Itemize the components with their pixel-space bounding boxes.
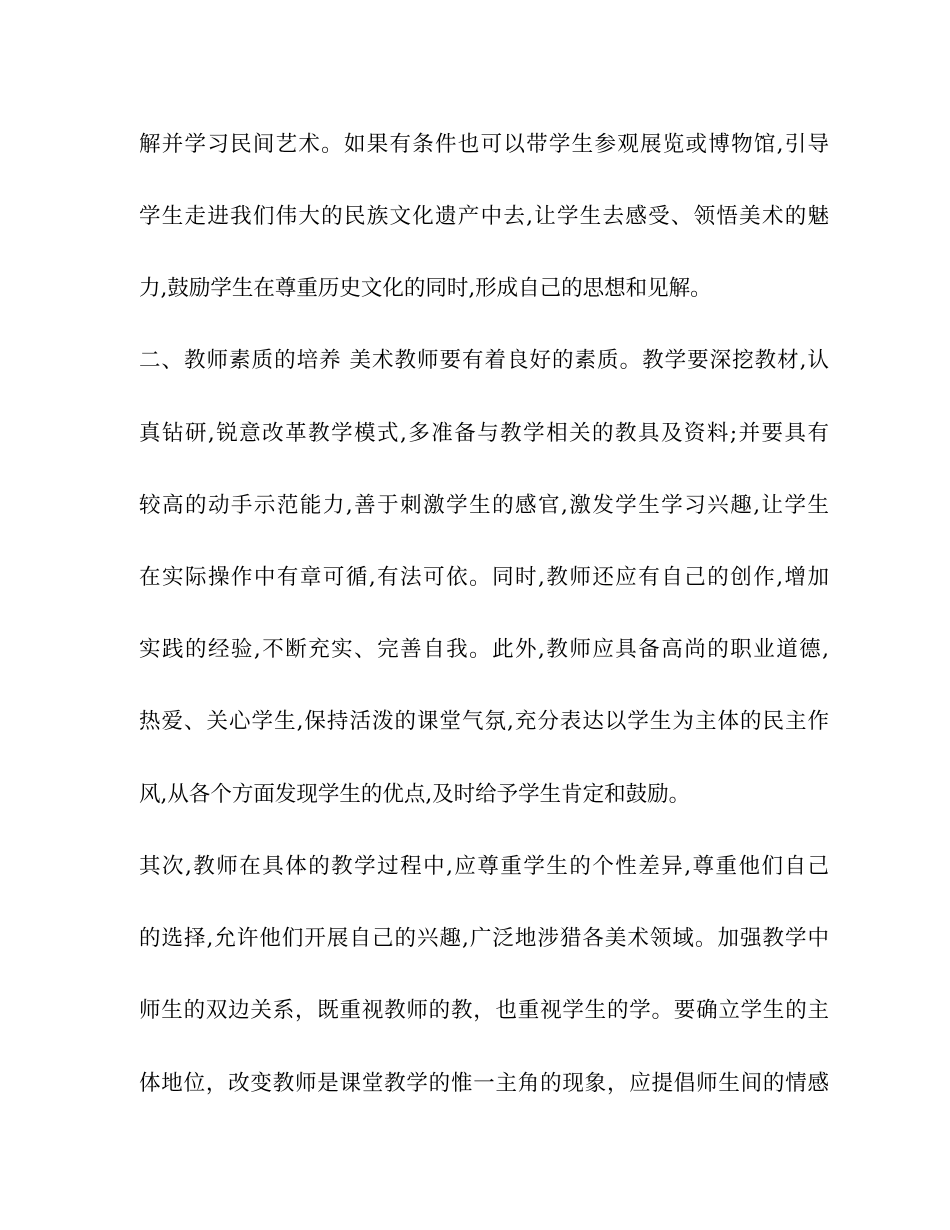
- text-line-11: 其次,教师在具体的教学过程中,应尊重学生的个性差异,尊重他们自己: [139, 854, 829, 879]
- text-line-8: 实践的经验,不断充实、完善自我。此外,教师应具备高尚的职业道德,: [139, 637, 829, 662]
- text-line-7: 在实际操作中有章可循,有法可依。同时,教师还应有自己的创作,增加: [139, 565, 829, 590]
- text-line-10: 风,从各个方面发现学生的优点,及时给予学生肯定和鼓励。: [139, 782, 691, 807]
- text-line-9: 热爱、关心学生,保持活泼的课堂气氛,充分表达以学生为主体的民主作: [139, 709, 829, 734]
- text-line-14: 体地位，改变教师是课堂教学的惟一主角的现象，应提倡师生间的情感: [139, 1071, 829, 1096]
- text-line-13: 师生的双边关系，既重视教师的教，也重视学生的学。要确立学生的主: [139, 998, 829, 1023]
- text-line-6: 较高的动手示范能力,善于刺激学生的感官,激发学生学习兴趣,让学生: [139, 493, 829, 518]
- text-line-4: 二、教师素质的培养 美术教师要有着良好的素质。教学要深挖教材,认: [139, 348, 829, 373]
- text-line-3: 力,鼓励学生在尊重历史文化的同时,形成自己的思想和见解。: [139, 276, 712, 301]
- text-line-12: 的选择,允许他们开展自己的兴趣,广泛地涉猎各美术领域。加强教学中: [139, 926, 829, 951]
- text-line-5: 真钻研,锐意改革教学模式,多准备与教学相关的教具及资料;并要具有: [139, 421, 829, 446]
- text-line-1: 解并学习民间艺术。如果有条件也可以带学生参观展览或博物馆,引导: [139, 132, 829, 157]
- text-line-2: 学生走进我们伟大的民族文化遗产中去,让学生去感受、领悟美术的魅: [139, 204, 829, 229]
